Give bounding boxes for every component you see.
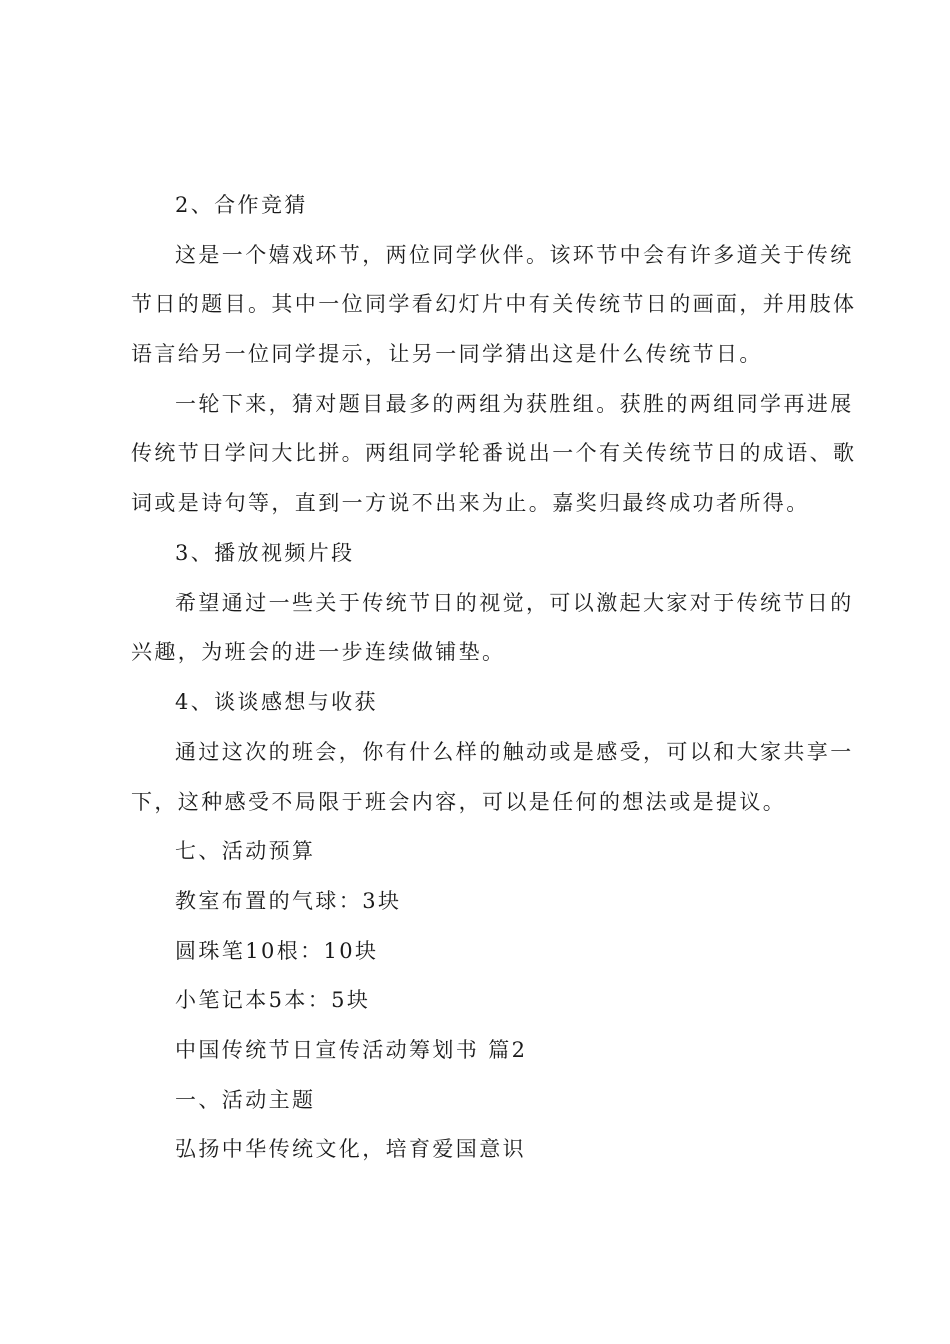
paragraph-line: 语言给另一位同学提示，让另一同学猜出这是什么传统节日。 xyxy=(131,342,763,366)
theme-text: 弘扬中华传统文化，培育爱国意识 xyxy=(175,1137,526,1161)
budget-item: 圆珠笔10根：10块 xyxy=(175,939,379,963)
paragraph-line: 节日的题目。其中一位同学看幻灯片中有关传统节日的画面，并用肢体 xyxy=(131,292,857,316)
paragraph-line: 希望通过一些关于传统节日的视觉，可以激起大家对于传统节日的 xyxy=(175,591,854,615)
paragraph-line: 词或是诗句等，直到一方说不出来为止。嘉奖归最终成功者所得。 xyxy=(131,491,810,515)
paragraph-line: 传统节日学问大比拼。两组同学轮番说出一个有关传统节日的成语、歌 xyxy=(131,441,857,465)
section-heading-theme: 一、活动主题 xyxy=(175,1088,316,1112)
budget-item: 教室布置的气球：3块 xyxy=(175,889,402,913)
section-heading-cooperative-guessing: 2、合作竞猜 xyxy=(175,193,308,217)
paragraph-line: 一轮下来，猜对题目最多的两组为获胜组。获胜的两组同学再进展 xyxy=(175,392,854,416)
section-heading-reflections: 4、谈谈感想与收获 xyxy=(175,690,378,714)
section-heading-play-video: 3、播放视频片段 xyxy=(175,541,355,565)
budget-item: 小笔记本5本：5块 xyxy=(175,988,371,1012)
paragraph-line: 这是一个嬉戏环节，两位同学伙伴。该环节中会有许多道关于传统 xyxy=(175,243,854,267)
paragraph-line: 下，这种感受不局限于班会内容，可以是任何的想法或是提议。 xyxy=(131,790,787,814)
document-title: 中国传统节日宣传活动筹划书 篇2 xyxy=(175,1038,528,1062)
paragraph-line: 通过这次的班会，你有什么样的触动或是感受，可以和大家共享一 xyxy=(175,740,854,764)
section-heading-budget: 七、活动预算 xyxy=(175,839,316,863)
paragraph-line: 兴趣，为班会的进一步连续做铺垫。 xyxy=(131,640,506,664)
